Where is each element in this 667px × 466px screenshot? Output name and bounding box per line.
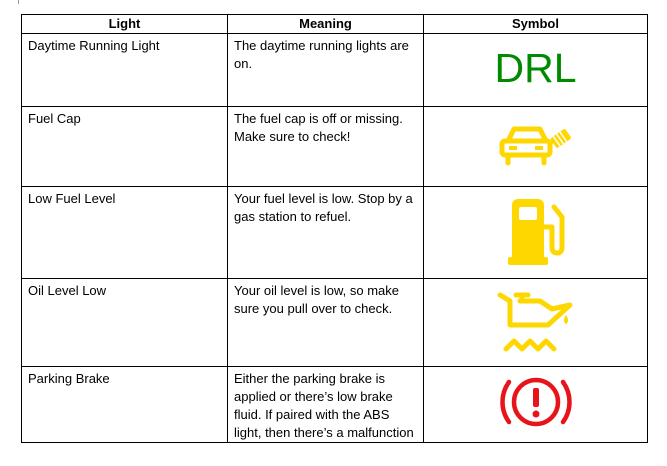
symbol-cell	[424, 187, 648, 279]
symbol-cell	[424, 367, 648, 443]
page-corner-mark	[18, 0, 19, 4]
symbol-cell	[424, 107, 648, 187]
drl-symbol: DRL	[494, 45, 577, 91]
light-cell: Daytime Running Light	[22, 34, 228, 107]
light-cell: Oil Level Low	[22, 279, 228, 367]
symbol-cell	[424, 34, 648, 107]
meaning-cell: The daytime running lights are on.	[228, 34, 424, 107]
meaning-cell: The fuel cap is off or missing. Make sure to check!	[228, 107, 424, 187]
light-cell: Parking Brake	[22, 367, 228, 443]
fuel-cap-icon	[496, 121, 576, 171]
table-row	[22, 107, 648, 187]
symbol-cell	[424, 279, 648, 367]
parking-brake-icon	[496, 370, 576, 434]
table-row	[22, 279, 648, 367]
meaning-cell: Your fuel level is low. Stop by a gas station to refuel.	[228, 187, 424, 279]
header-symbol: Symbol	[424, 15, 648, 34]
table-header-row	[22, 15, 648, 34]
light-cell: Low Fuel Level	[22, 187, 228, 279]
meaning-cell: Either the parking brake is applied or there’s low brake fluid. If paired with the ABS light, then there’s a malfunction	[228, 367, 424, 443]
meaning-cell: Your oil level is low, so make sure you pull over to check.	[228, 279, 424, 367]
warning-lights-table	[21, 14, 648, 443]
table-row	[22, 187, 648, 279]
table-row	[22, 34, 648, 107]
header-meaning: Meaning	[228, 15, 424, 34]
fuel-pump-icon	[508, 197, 568, 267]
header-light: Light	[22, 15, 228, 34]
light-cell: Fuel Cap	[22, 107, 228, 187]
table-row	[22, 367, 648, 443]
oil-can-icon	[496, 289, 576, 355]
